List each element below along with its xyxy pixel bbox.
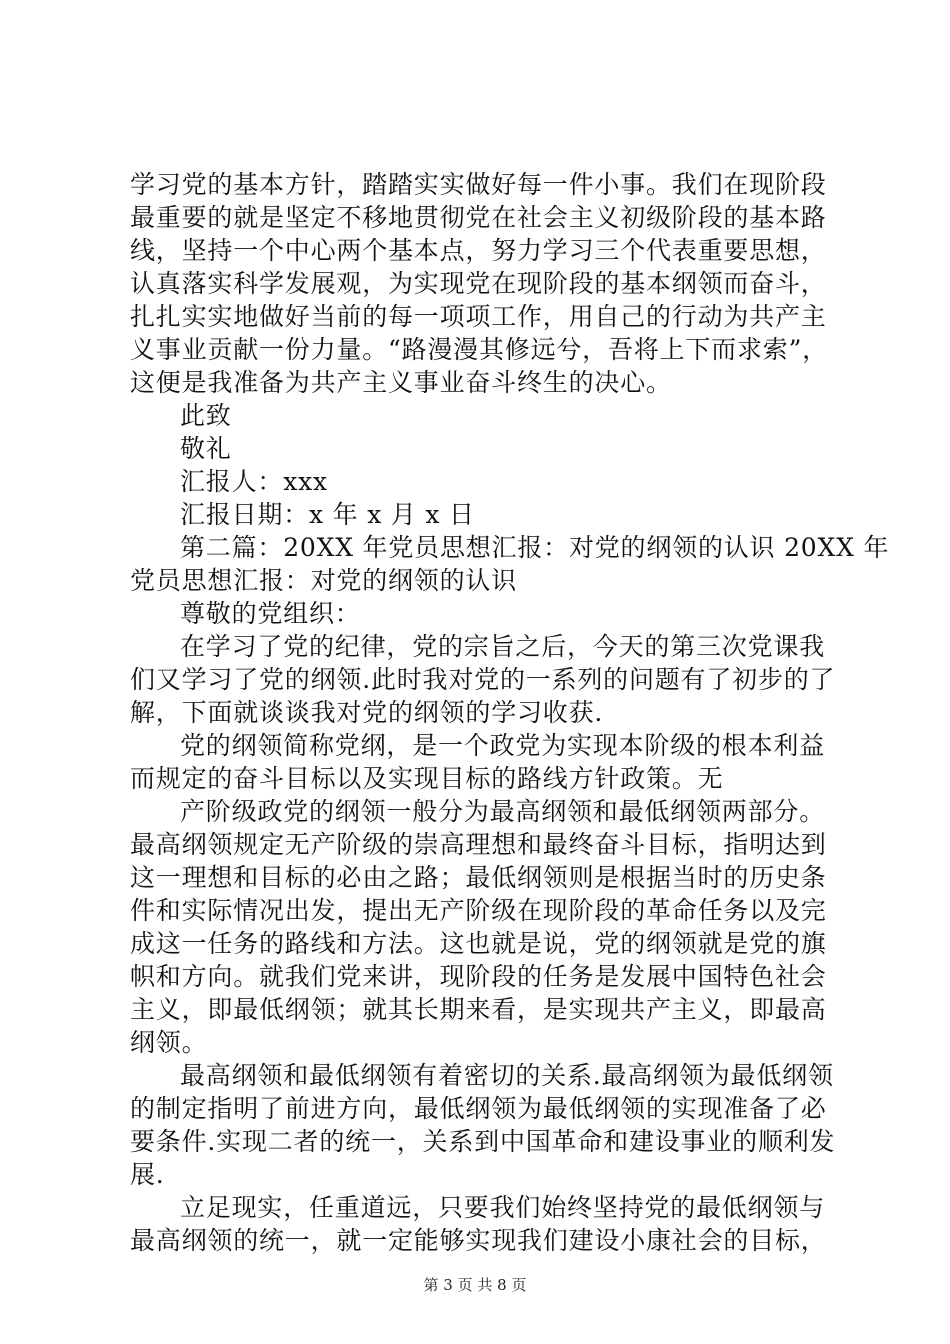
page-number: 第 3 页 共 8 页: [423, 1276, 527, 1294]
text-line: 义事业贡献一份力量。“路漫漫其修远兮，吾将上下而求索”，: [130, 335, 828, 364]
text-line: 学习党的基本方针，踏踏实实做好每一件小事。我们在现阶段: [130, 170, 827, 199]
text-line: 纲领。: [130, 1028, 208, 1057]
document-body: [130, 168, 890, 1257]
text-line: 产阶级政党的纲领一般分为最高纲领和最低纲领两部分。: [180, 797, 826, 826]
text-line: 最高纲领规定无产阶级的崇高理想和最终奋斗目标，指明达到: [130, 830, 827, 859]
text-line: 要条件.实现二者的统一，关系到中国革命和建设事业的顺利发: [130, 1127, 836, 1156]
text-line: 这一理想和目标的必由之路；最低纲领则是根据当时的历史条: [130, 863, 827, 892]
text-line: 件和实际情况出发，提出无产阶级在现阶段的革命任务以及完: [130, 896, 827, 925]
text-line: 解，下面就谈谈我对党的纲领的学习收获.: [130, 698, 604, 727]
greeting: 尊敬的党组织：: [180, 599, 361, 628]
text-line: 党的纲领简称党纲，是一个政党为实现本阶级的根本利益: [180, 731, 826, 760]
text-line: 线，坚持一个中心两个基本点，努力学习三个代表重要思想，: [130, 236, 827, 265]
text-line: 最高纲领的统一，就一定能够实现我们建设小康社会的目标，: [130, 1226, 827, 1255]
text-line: 主义，即最低纲领；就其长期来看，是实现共产主义，即最高: [130, 995, 827, 1024]
text-line: 而规定的奋斗目标以及实现目标的路线方针政策。无: [130, 764, 724, 793]
section-heading-continued: 党员思想汇报：对党的纲领的认识: [130, 566, 518, 595]
text-line: 这便是我准备为共产主义事业奋斗终生的决心。: [130, 368, 672, 397]
section-heading: 第二篇：20XX 年党员思想汇报：对党的纲领的认识 20XX 年: [180, 533, 890, 562]
text-line: 立足现实，任重道远，只要我们始终坚持党的最低纲领与: [180, 1193, 826, 1222]
reporter-name: 汇报人：xxx: [180, 467, 328, 496]
text-line: 最高纲领和最低纲领有着密切的关系.最高纲领为最低纲领: [180, 1061, 834, 1090]
text-line: 扎扎实实地做好当前的每一项项工作，用自己的行动为共产主: [130, 302, 827, 331]
text-line: 成这一任务的路线和方法。这也就是说，党的纲领就是党的旗: [130, 929, 827, 958]
text-line: 展.: [130, 1160, 165, 1189]
page-footer: [0, 1275, 950, 1295]
text-line: 在学习了党的纪律，党的宗旨之后，今天的第三次党课我: [180, 632, 826, 661]
text-line: 认真落实科学发展观，为实现党在现阶段的基本纲领而奋斗，: [130, 269, 827, 298]
text-line: 们又学习了党的纲领.此时我对党的一系列的问题有了初步的了: [130, 665, 836, 694]
text-line: 帜和方向。就我们党来讲，现阶段的任务是发展中国特色社会: [130, 962, 827, 991]
text-line: 的制定指明了前进方向，最低纲领为最低纲领的实现准备了必: [130, 1094, 827, 1123]
text-line: 最重要的就是坚定不移地贯彻党在社会主义初级阶段的基本路: [130, 203, 827, 232]
closing-regards: 敬礼: [180, 434, 232, 463]
report-date: 汇报日期：x 年 x 月 x 日: [180, 500, 475, 529]
closing-salutation: 此致: [180, 401, 232, 430]
